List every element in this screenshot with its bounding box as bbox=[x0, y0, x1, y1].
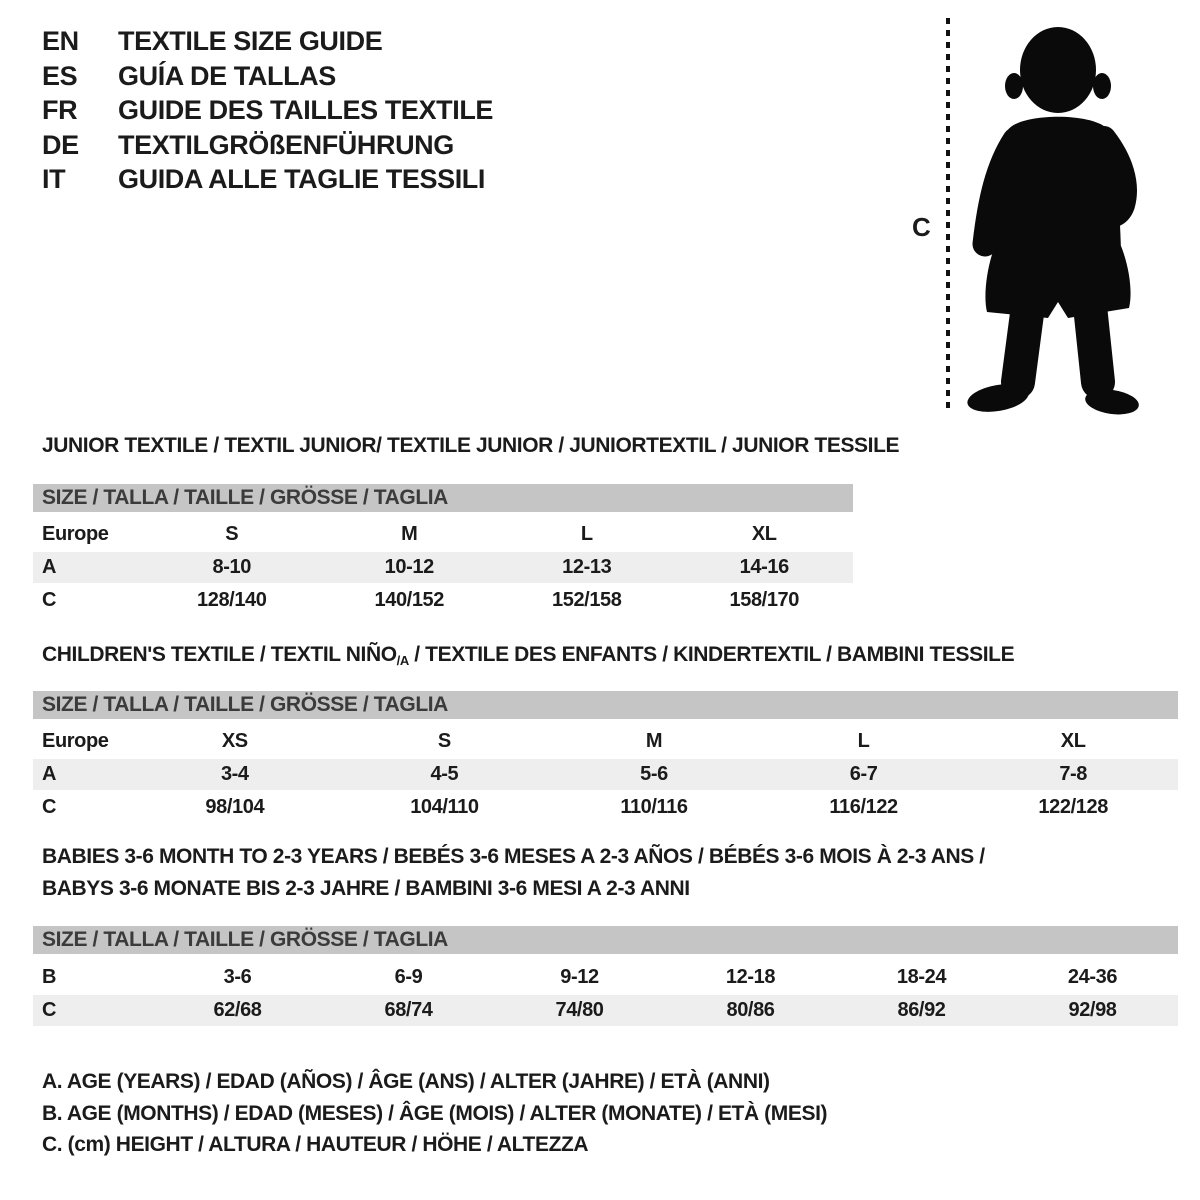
children-size-table bbox=[33, 691, 1178, 822]
cell-value: 116/122 bbox=[829, 796, 898, 818]
col-header: XS bbox=[221, 729, 248, 752]
cell-value: 10-12 bbox=[384, 556, 434, 578]
language-code: IT bbox=[42, 164, 66, 195]
language-row bbox=[42, 162, 493, 197]
cell-value: 74/80 bbox=[555, 999, 604, 1021]
col-header: S bbox=[437, 729, 451, 752]
guide-title: TEXTILGRÖßENFÜHRUNG bbox=[118, 129, 454, 160]
cell-value: 18-24 bbox=[896, 965, 947, 988]
language-code: DE bbox=[42, 129, 79, 160]
table-row-height bbox=[33, 793, 1178, 822]
cell-value: 158/170 bbox=[729, 589, 799, 611]
children-heading-subscript: /A bbox=[396, 653, 409, 668]
legend-line-a: A. AGE (YEARS) / EDAD (AÑOS) / ÂGE (ANS) / ALTER (JAHRE) / ETÀ (ANNI) bbox=[42, 1070, 770, 1093]
row-label: C bbox=[42, 796, 57, 818]
language-code: FR bbox=[42, 95, 78, 126]
language-row bbox=[42, 24, 493, 59]
col-header: XL bbox=[751, 522, 777, 545]
col-header: XL bbox=[1060, 729, 1086, 752]
children-heading-text: CHILDREN'S TEXTILE / TEXTIL NIÑO bbox=[42, 643, 397, 666]
babies-heading-line2: BABYS 3-6 MONATE BIS 2-3 JAHRE / BAMBINI 3-6 MESI A 2-3 ANNI bbox=[42, 877, 690, 900]
cell-value: 8-10 bbox=[212, 556, 251, 578]
cell-value: 140/152 bbox=[374, 589, 444, 611]
baby-figure bbox=[900, 8, 1150, 420]
col-header: L bbox=[857, 729, 870, 752]
babies-size-table bbox=[33, 926, 1178, 1029]
cell-value: 3-6 bbox=[223, 965, 252, 988]
guide-title: GUIDA ALLE TAGLIE TESSILI bbox=[118, 164, 485, 195]
guide-title: GUÍA DE TALLAS bbox=[118, 60, 336, 91]
table-row-age bbox=[33, 759, 1178, 790]
cell-value: 110/116 bbox=[620, 796, 688, 818]
cell-value: 9-12 bbox=[560, 965, 599, 988]
table-row-height bbox=[33, 586, 853, 615]
cell-value: 68/74 bbox=[384, 999, 433, 1021]
col-header: S bbox=[225, 522, 239, 545]
children-heading-text: / TEXTILE DES ENFANTS / KINDERTEXTIL / BAMBINI TESSILE bbox=[408, 643, 1015, 666]
cell-value: 98/104 bbox=[205, 796, 265, 818]
cell-value: 5-6 bbox=[640, 763, 668, 785]
cell-value: 128/140 bbox=[197, 589, 267, 611]
cell-value: 86/92 bbox=[897, 999, 946, 1021]
row-label: A bbox=[42, 556, 57, 578]
children-section-heading bbox=[42, 643, 1014, 668]
cell-value: 92/98 bbox=[1068, 999, 1117, 1021]
column-header-row bbox=[33, 726, 1178, 756]
region-label: Europe bbox=[42, 729, 109, 752]
col-header: M bbox=[645, 729, 663, 752]
babies-heading-line1: BABIES 3-6 MONTH TO 2-3 YEARS / BEBÉS 3-6 MESES A 2-3 AÑOS / BÉBÉS 3-6 MOIS À 2-3 ANS / bbox=[42, 845, 985, 868]
col-header: L bbox=[580, 522, 593, 545]
language-row bbox=[42, 59, 493, 94]
table-row-months bbox=[33, 961, 1178, 993]
cell-value: 7-8 bbox=[1059, 763, 1088, 785]
height-measure-label: C bbox=[912, 212, 931, 242]
table-row-age bbox=[33, 552, 853, 583]
junior-section-heading: JUNIOR TEXTILE / TEXTIL JUNIOR/ TEXTILE JUNIOR / JUNIORTEXTIL / JUNIOR TESSILE bbox=[42, 434, 900, 457]
language-row bbox=[42, 93, 493, 128]
size-bar: SIZE / TALLA / TAILLE / GRÖSSE / TAGLIA bbox=[33, 926, 1178, 954]
toddler-silhouette-icon bbox=[900, 8, 1150, 420]
junior-size-table bbox=[33, 484, 853, 615]
toddler-silhouette bbox=[965, 27, 1140, 418]
cell-value: 80/86 bbox=[726, 999, 775, 1021]
cell-value: 6-7 bbox=[849, 763, 878, 785]
cell-value: 122/128 bbox=[1038, 796, 1108, 818]
cell-value: 12-18 bbox=[725, 965, 776, 988]
cell-value: 12-13 bbox=[562, 556, 612, 578]
row-label: C bbox=[42, 999, 57, 1021]
language-code: ES bbox=[42, 60, 78, 91]
col-header: M bbox=[401, 522, 418, 545]
column-header-row bbox=[33, 519, 853, 549]
babies-section-heading bbox=[42, 841, 985, 905]
cell-value: 3-4 bbox=[220, 763, 249, 785]
size-bar: SIZE / TALLA / TAILLE / GRÖSSE / TAGLIA bbox=[33, 691, 1178, 719]
cell-value: 62/68 bbox=[213, 999, 262, 1021]
row-label: A bbox=[42, 763, 57, 785]
language-code: EN bbox=[42, 26, 79, 56]
legend-line-b: B. AGE (MONTHS) / EDAD (MESES) / ÂGE (MOIS) / ALTER (MONATE) / ETÀ (MESI) bbox=[42, 1101, 828, 1125]
legend-line-c: C. (cm) HEIGHT / ALTURA / HAUTEUR / HÖHE / ALTEZZA bbox=[42, 1133, 589, 1156]
language-row bbox=[42, 128, 493, 163]
cell-value: 4-5 bbox=[430, 763, 459, 785]
language-list bbox=[42, 24, 493, 197]
row-label: C bbox=[42, 589, 57, 611]
cell-value: 24-36 bbox=[1067, 965, 1118, 988]
region-label: Europe bbox=[42, 522, 109, 545]
size-bar: SIZE / TALLA / TAILLE / GRÖSSE / TAGLIA bbox=[33, 484, 853, 512]
table-row-height bbox=[33, 995, 1178, 1026]
cell-value: 6-9 bbox=[394, 965, 423, 988]
guide-title: GUIDE DES TAILLES TEXTILE bbox=[118, 95, 494, 126]
row-label: B bbox=[42, 965, 57, 988]
cell-value: 104/110 bbox=[410, 796, 479, 818]
guide-title: TEXTILE SIZE GUIDE bbox=[118, 26, 383, 56]
legend bbox=[42, 1066, 827, 1161]
cell-value: 152/158 bbox=[552, 589, 622, 611]
cell-value: 14-16 bbox=[739, 556, 789, 578]
